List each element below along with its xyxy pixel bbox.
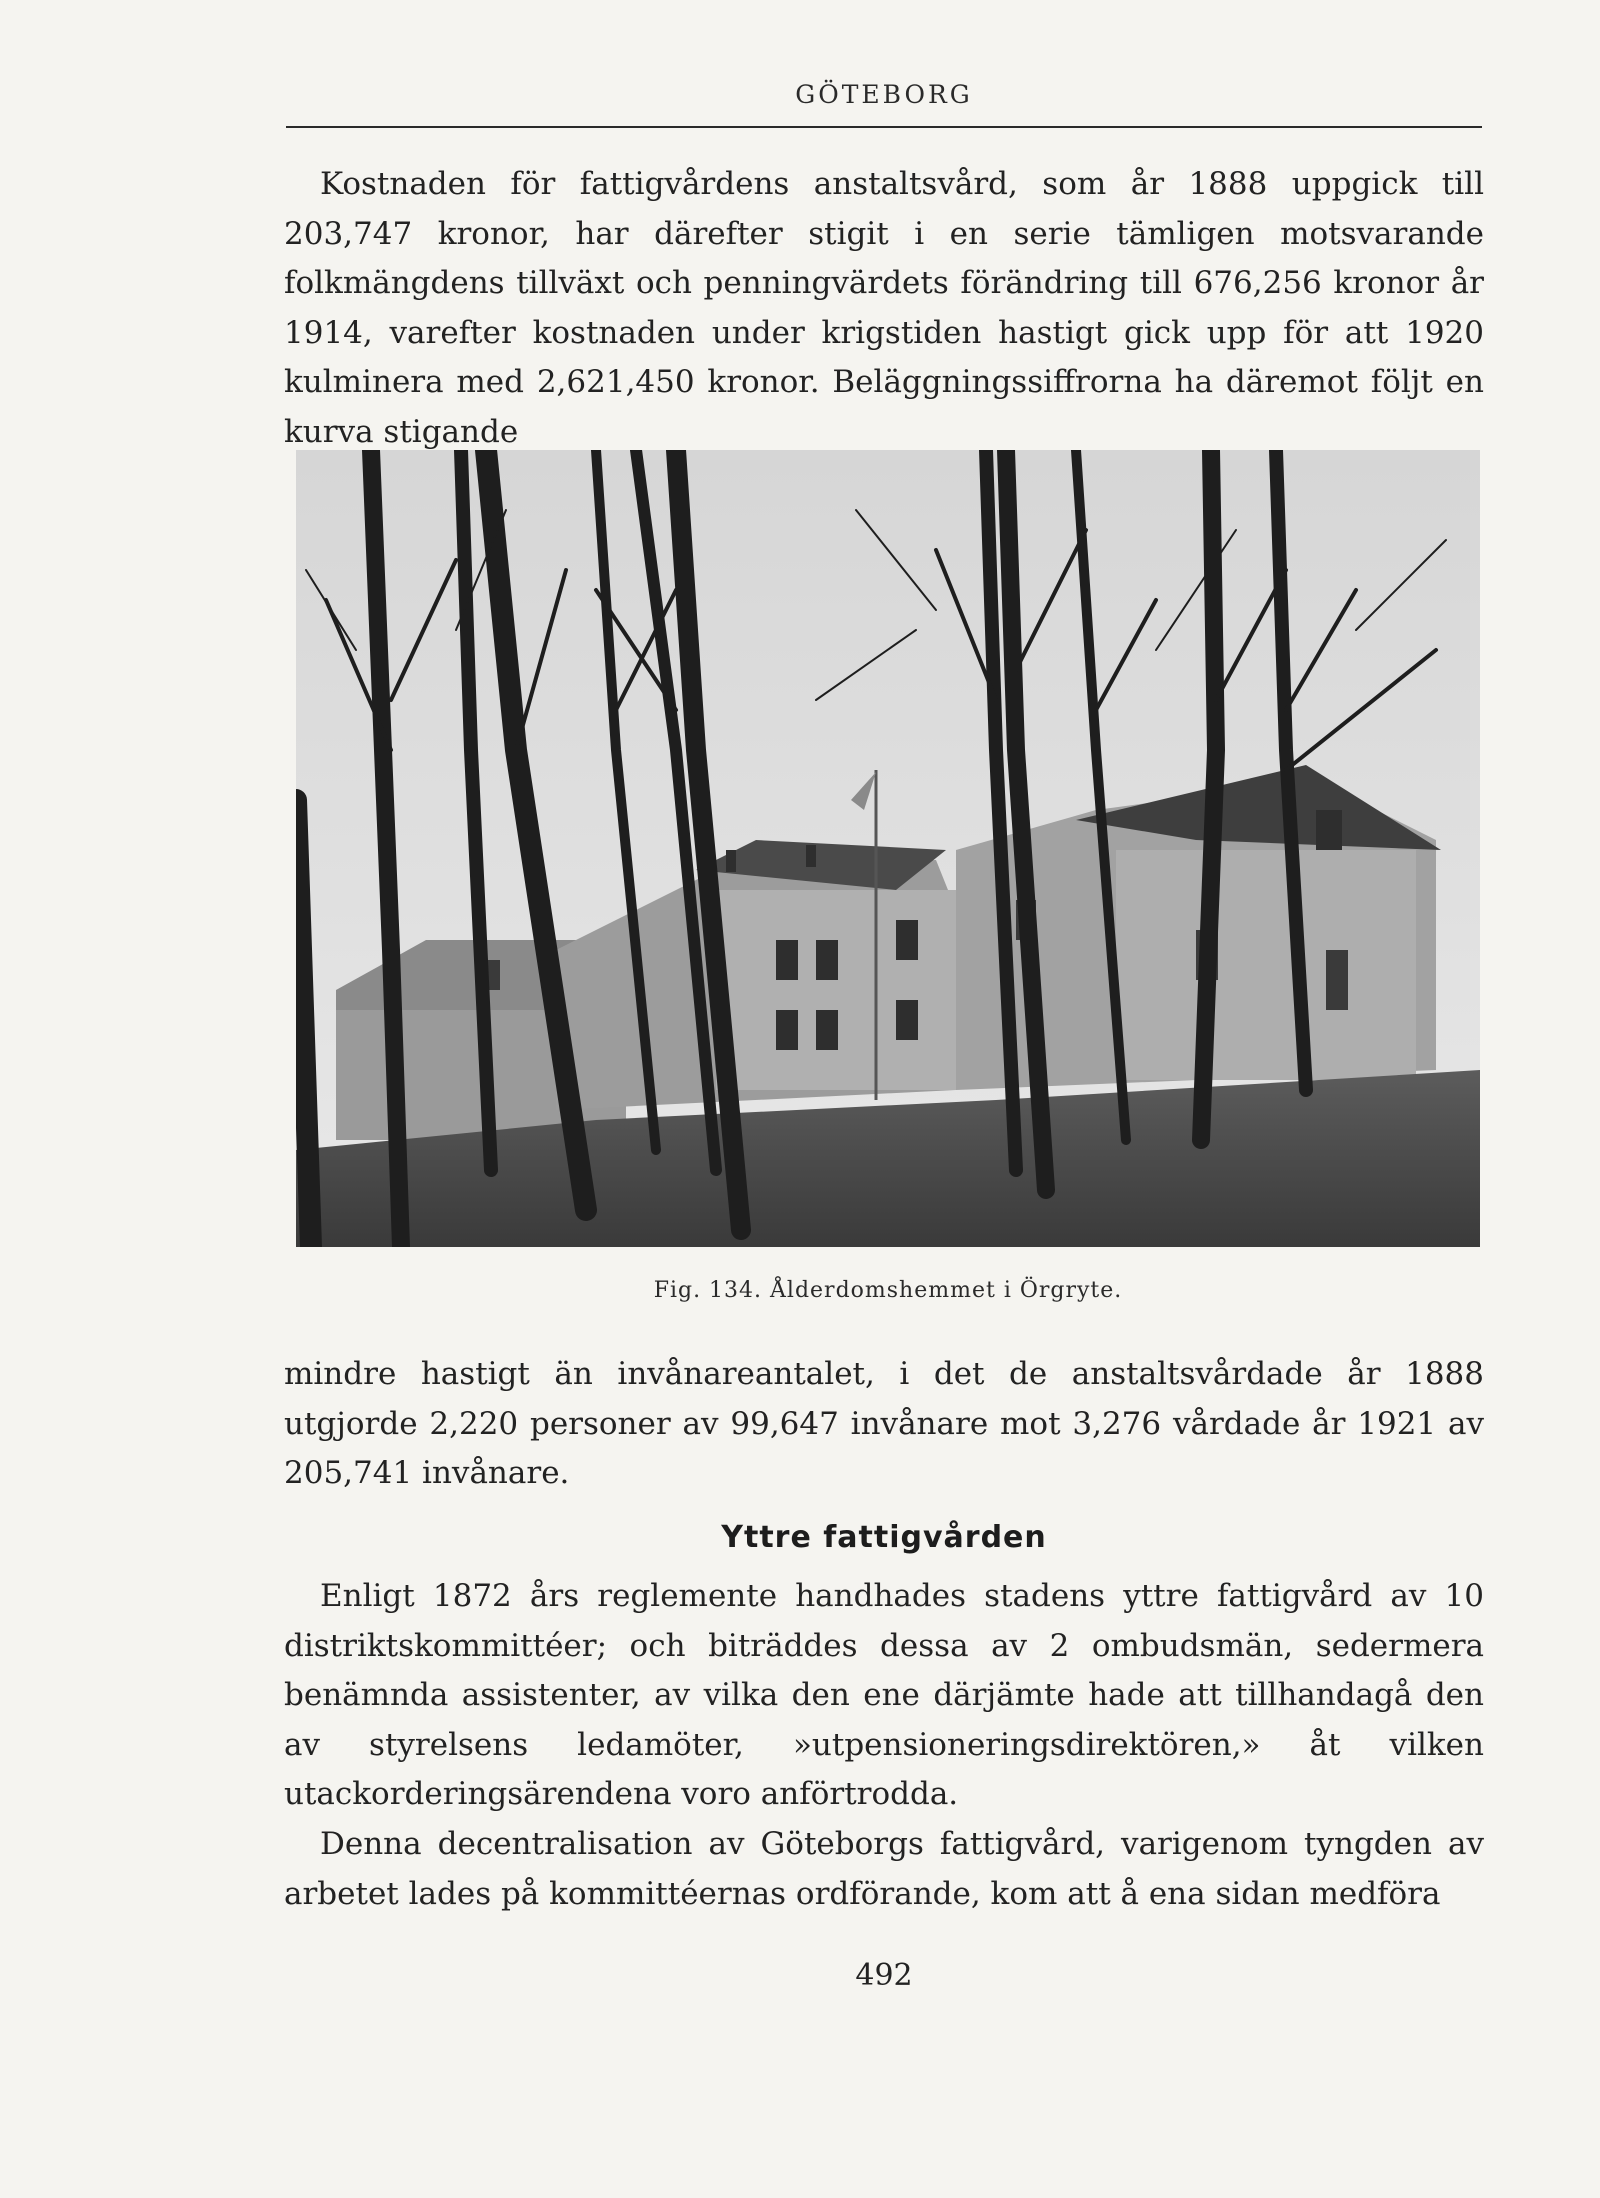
section-heading: Yttre fattigvården bbox=[721, 1520, 1047, 1555]
paragraph-1: Kostnaden för fattigvårdens anstaltsvård, som år 1888 uppgick till 203,747 kronor, har därefter stigit i en serie tämligen motsvarande folkmängdens tillväxt och penningvärdets förändring till 676,256 kronor år 1914, varefter kostnaden under krigstiden hastigt gick upp för att 1920 kulminera med 2,621,450 kronor. Beläggningssiffrorna ha däremot följt en kurva stigande bbox=[284, 166, 1484, 450]
page-number: 492 bbox=[855, 1958, 913, 1993]
header-rule bbox=[286, 126, 1482, 128]
figure-photo bbox=[296, 450, 1480, 1247]
paragraph-2: mindre hastigt än invånareantalet, i det de anstaltsvårdade år 1888 utgjorde 2,220 personer av 99,647 invånare mot 3,276 vårdade år 1921 av 205,741 invånare. bbox=[284, 1356, 1484, 1491]
running-header: GÖTEBORG bbox=[795, 80, 973, 109]
figure-caption: Fig. 134. Ålderdomshemmet i Örgryte. bbox=[653, 1278, 1123, 1303]
paragraph-3: Enligt 1872 års reglemente handhades stadens yttre fattigvård av 10 distriktskommittéer; och biträddes dessa av 2 ombudsmän, sedermera benämnda assistenter, av vilka den ene därjämte hade att tillhandagå den av styrelsens ledamöter, »utpensioneringsdirektören,» åt vilken utackorderingsärendena voro anförtrodda. bbox=[284, 1578, 1484, 1812]
paragraph-4: Denna decentralisation av Göteborgs fattigvård, varigenom tyngden av arbetet lades på kommittéernas ordförande, kom att å ena sidan medföra bbox=[284, 1826, 1484, 1912]
